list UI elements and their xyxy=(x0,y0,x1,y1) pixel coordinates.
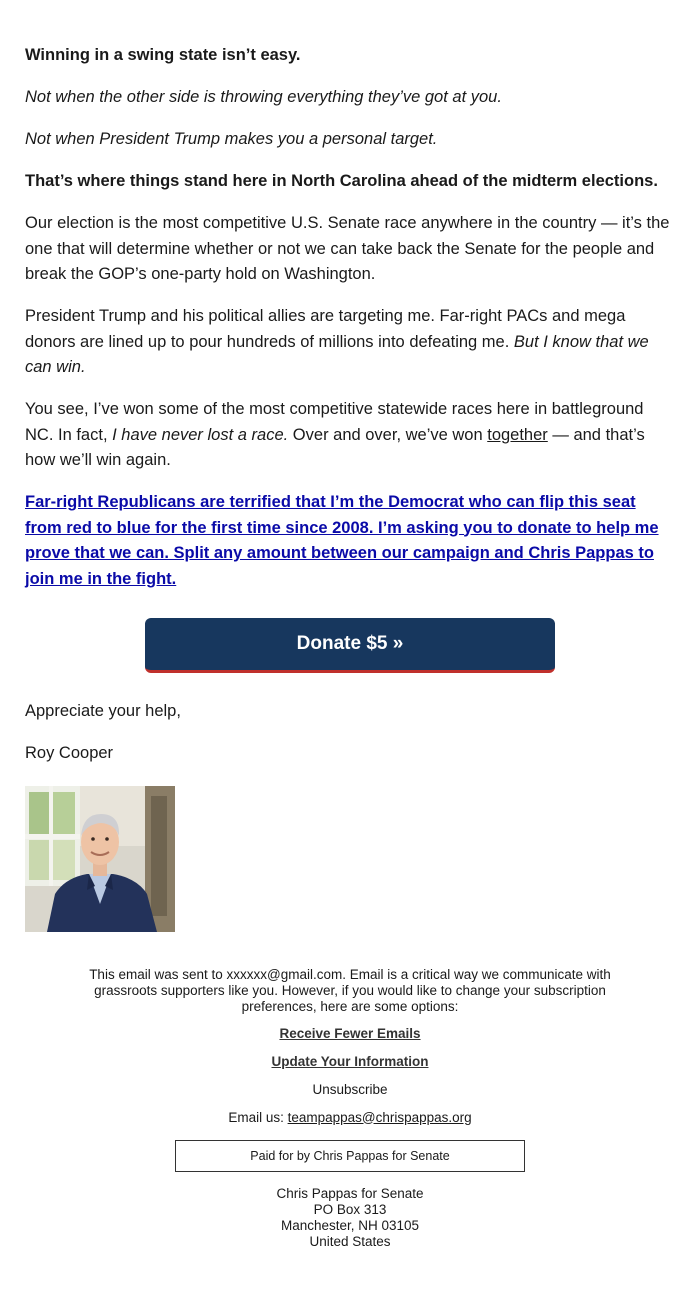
address-line-4: United States xyxy=(309,1233,391,1249)
footer-notice: This email was sent to xxxxxx@gmail.com. Email is a critical way we communicate with grassroots supporters like you. However, if you would like to change your subscription preferences, here are some options: xyxy=(89,966,611,1014)
body-paragraph-3-text-c: — and that’s how we’ll win again. xyxy=(25,425,645,469)
body-paragraph-2-emphasis: But I know that we can win. xyxy=(25,332,649,376)
body-paragraph-3-text-b: Over and over, we’ve won xyxy=(288,425,488,444)
mailing-address xyxy=(80,1186,620,1250)
address-line-1: Chris Pappas for Senate xyxy=(276,1185,424,1201)
donate-button-wrap xyxy=(25,618,675,673)
body-paragraph-2-text: President Trump and his political allies are targeting me. Far-right PACs and mega donors are lined up to pour hundreds of millions into defeating me. xyxy=(25,307,626,351)
donate-text-link[interactable]: Far-right Republicans are terrified that I’m the Democrat who can flip this seat from red to blue for the first time since 2008. I’m asking you to donate to help me prove that we can. Split any amount between our campaign and Chris Pappas to join me in the fight. xyxy=(25,493,659,588)
body-paragraph-3-underline: together xyxy=(487,425,548,444)
address-line-3: Manchester, NH 03105 xyxy=(280,1217,420,1233)
body-paragraph-2 xyxy=(25,304,675,381)
body-paragraph-1: Our election is the most competitive U.S. Senate race anywhere in the country — it’s the one that will determine whether or not we can take back the Senate for the people and break the GOP’s one-party hold on Washington. xyxy=(25,214,670,283)
body-paragraph-3-emphasis: I have never lost a race. xyxy=(112,425,289,444)
footer-fewer-emails-row xyxy=(80,1026,620,1042)
body-paragraph-3-text-a: You see, I’ve won some of the most competitive statewide races here in battleground NC. In fact, xyxy=(25,400,644,444)
signature: Roy Cooper xyxy=(25,744,114,762)
signoff: Appreciate your help, xyxy=(25,702,181,720)
unsubscribe-link[interactable]: Unsubscribe xyxy=(312,1081,388,1097)
footer xyxy=(25,967,675,1250)
footer-update-info-row xyxy=(80,1054,620,1070)
update-information-link[interactable]: Update Your Information xyxy=(271,1053,429,1069)
bold-paragraph: That’s where things stand here in North Carolina ahead of the midterm elections. xyxy=(25,172,658,190)
body-paragraph-3 xyxy=(25,397,675,474)
signer-photo xyxy=(25,786,175,932)
email-us-label: Email us: xyxy=(228,1109,288,1125)
italic-paragraph-2: Not when President Trump makes you a personal target. xyxy=(25,130,438,148)
italic-paragraph-1: Not when the other side is throwing everything they’ve got at you. xyxy=(25,88,502,106)
donate-button[interactable]: Donate $5 » xyxy=(145,618,555,673)
signer-portrait-image xyxy=(25,786,175,932)
address-line-2: PO Box 313 xyxy=(313,1201,387,1217)
headline-paragraph: Winning in a swing state isn’t easy. xyxy=(25,46,301,64)
paid-for-box: Paid for by Chris Pappas for Senate xyxy=(175,1140,525,1172)
receive-fewer-emails-link[interactable]: Receive Fewer Emails xyxy=(279,1025,421,1041)
donate-link-paragraph xyxy=(25,490,675,592)
footer-email-row xyxy=(80,1110,620,1126)
contact-email-link[interactable]: teampappas@chrispappas.org xyxy=(287,1109,472,1125)
